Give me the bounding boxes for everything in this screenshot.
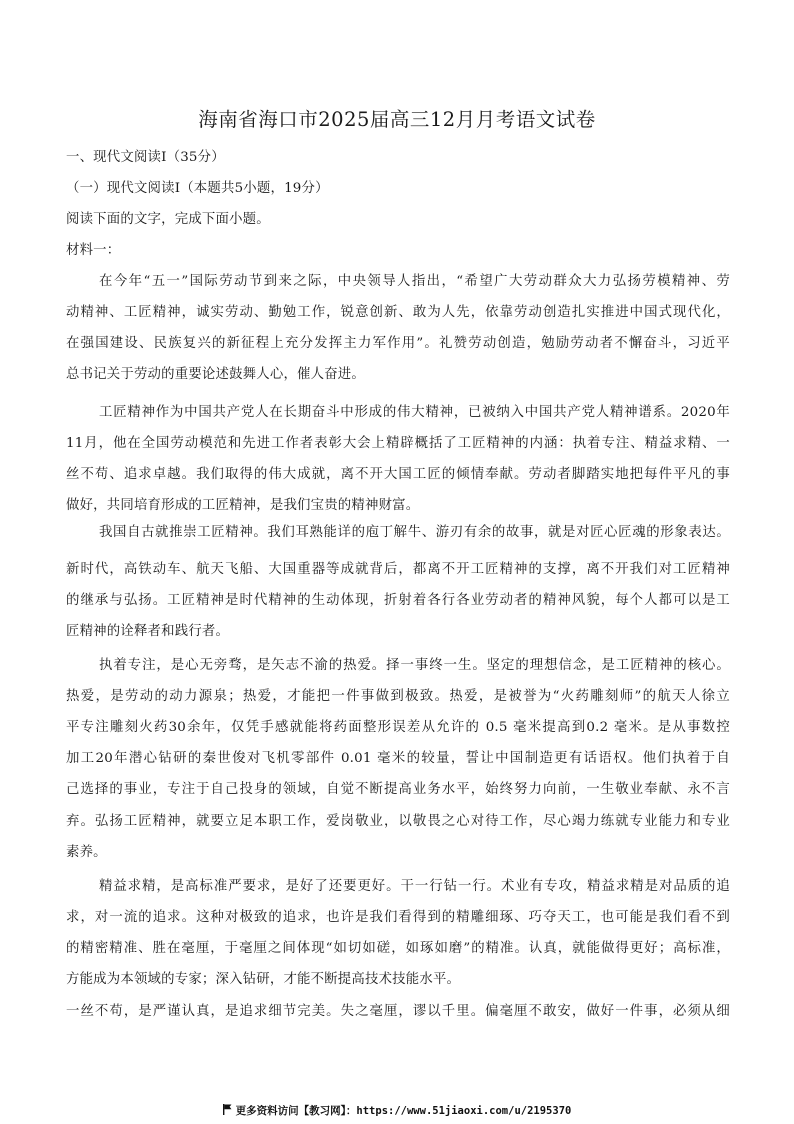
paragraph-3-line-4: 匠精神的诠释者和践行者。 (66, 624, 230, 639)
paragraph-3-line-1: 我国自古就推崇工匠精神。我们耳熟能详的庖丁解牛、游刃有余的故事，就是对匠心匠魂的形象表达。 (99, 525, 730, 540)
paragraph-2-line-3: 丝不苟、追求卓越。我们取得的伟大成就，离不开大国工匠的倾情奉献。劳动者脚踏实地把每件平凡的事 (66, 467, 730, 482)
paragraph-6-line-1: 一丝不苟，是严谨认真，是追求细节完美。失之毫厘，谬以千里。偏毫厘不敢安，做好一件事，必须从细 (66, 1004, 730, 1019)
paragraph-1-line-1: 在今年“五一”国际劳动节到来之际，中央领导人指出，“希望广大劳动群众大力弘扬劳模精神、劳 (99, 274, 730, 289)
paragraph-4-line-1: 执着专注，是心无旁骛，是矢志不渝的热爱。择一事终一生。坚定的理想信念，是工匠精神的核心。 (99, 658, 730, 673)
footer-text: 更多资料访问【教习网】：https://www.51jiaoxi.com/u/2195370 (235, 1105, 572, 1117)
paragraph-4-line-6: 弃。弘扬工匠精神，就要立足本职工作，爱岗敬业，以敬畏之心对待工作，尽心竭力练就专业能力和专业 (66, 814, 730, 829)
paragraph-1-line-3: 在强国建设、民族复兴的新征程上充分发挥主力军作用”。礼赞劳动创造，勉励劳动者不懈奋斗，习近平 (66, 336, 730, 351)
section-heading: 一、现代文阅读Ⅰ（35分） (66, 150, 225, 165)
paragraph-3-line-3: 的继承与弘扬。工匠精神是时代精神的生动体现，折射着各行各业劳动者的精神风貌，每个人都可以是工 (66, 593, 730, 608)
subsection-heading: （一）现代文阅读Ⅰ（本题共5小题，19分） (66, 181, 329, 196)
exam-title: 海南省海口市2025届高三12月月考语文试卷 (198, 108, 596, 131)
paragraph-2-line-2: 11月，他在全国劳动模范和先进工作者表彰大会上精辟概括了工匠精神的内涵：执着专注、精益求精、一 (66, 436, 730, 451)
paragraph-1-line-2: 动精神、工匠精神，诚实劳动、勤勉工作，锐意创新、敢为人先，依靠劳动创造扎实推进中国式现代化， (66, 305, 730, 320)
paragraph-3-line-2: 新时代，高铁动车、航天飞船、大国重器等成就背后，都离不开工匠精神的支撑，离不开我们对工匠精神 (66, 562, 730, 577)
paragraph-5-line-2: 求，对一流的追求。这种对极致的追求，也许是我们看得到的精雕细琢、巧夺天工，也可能是我们看不到 (66, 910, 730, 925)
reading-instruction: 阅读下面的文字，完成下面小题。 (66, 212, 270, 227)
paragraph-2-line-1: 工匠精神作为中国共产党人在长期奋斗中形成的伟大精神，已被纳入中国共产党人精神谱系。2020年 (99, 405, 730, 420)
paragraph-4-line-7: 素养。 (66, 845, 107, 860)
paragraph-5-line-4: 方能成为本领域的专家；深入钻研，才能不断提高技术技能水平。 (66, 972, 461, 987)
paragraph-4-line-3: 平专注雕刻火药30余年，仅凭手感就能将药面整形误差从允许的 0.5 毫米提高到0.2 毫米。是从事数控 (66, 720, 730, 735)
footer-link[interactable] (0, 1103, 794, 1118)
flag-icon (223, 1104, 232, 1115)
paragraph-4-line-2: 热爱，是劳动的动力源泉；热爱，才能把一件事做到极致。热爱，是被誉为“火药雕刻师”的航天人徐立 (66, 689, 730, 704)
paragraph-1-line-4: 总书记关于劳动的重要论述鼓舞人心，催人奋进。 (66, 367, 365, 382)
paragraph-5-line-3: 的精密精准、胜在毫厘，于毫厘之间体现“如切如磋，如琢如磨”的精准。认真，就能做得更好；高标准， (66, 941, 730, 956)
paragraph-2-line-4: 做好，共同培育形成的工匠精神，是我们宝贵的精神财富。 (66, 498, 420, 513)
paragraph-4-line-4: 加工20年潜心钻研的秦世俊对飞机零部件 0.01 毫米的较量，誓让中国制造更有话语权。他们执着于自 (66, 751, 730, 766)
paragraph-4-line-5: 己选择的事业，专注于自己投身的领域，自觉不断提高业务水平，始终努力向前，一生敬业奉献、永不言 (66, 782, 730, 797)
material-label: 材料一： (66, 243, 121, 258)
paragraph-5-line-1: 精益求精，是高标准严要求，是好了还要更好。干一行钻一行。术业有专攻，精益求精是对品质的追 (99, 879, 730, 894)
